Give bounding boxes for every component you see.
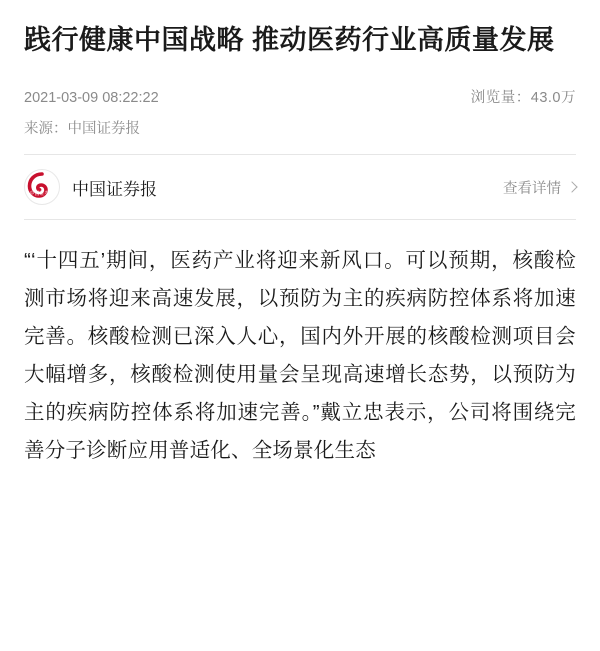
view-count-value: 43.0万 — [530, 90, 576, 106]
chevron-right-icon — [566, 181, 577, 192]
page-title: 践行健康中国战略 推动医药行业高质量发展 — [24, 25, 555, 55]
article-paragraph: “‘十四五’期间，医药产业将迎来新风口。可以预期，核酸检测市场将迎来高速发展，以预防为主的疾病防控体系将加速完善。核酸检测已深入人心，国内外开展的核酸检测项目会大幅增多，核酸检测使用量会呈现高速增长态势，以预防为主的疾病防控体系将加速完善。”戴立忠表示，公司将围绕完善分子诊断应用普适化、全场景化生态 — [24, 249, 576, 462]
publisher-logo-text: 中国证券报 — [29, 191, 55, 197]
view-detail-label: 查看详情 — [503, 180, 561, 197]
divider-bottom — [24, 219, 576, 220]
view-detail-link[interactable] — [503, 177, 576, 198]
publisher-name: 中国证券报 — [72, 179, 157, 199]
publish-datetime: 2021-03-09 08:22:22 — [24, 90, 159, 106]
article-source: 来源：中国证券报 — [24, 121, 140, 137]
view-count — [471, 86, 576, 107]
article-meta — [24, 86, 576, 107]
publisher-logo-icon — [24, 169, 60, 205]
view-count-label: 浏览量： — [470, 90, 531, 106]
publisher-identity — [24, 169, 157, 205]
publisher-row[interactable] — [24, 155, 576, 219]
